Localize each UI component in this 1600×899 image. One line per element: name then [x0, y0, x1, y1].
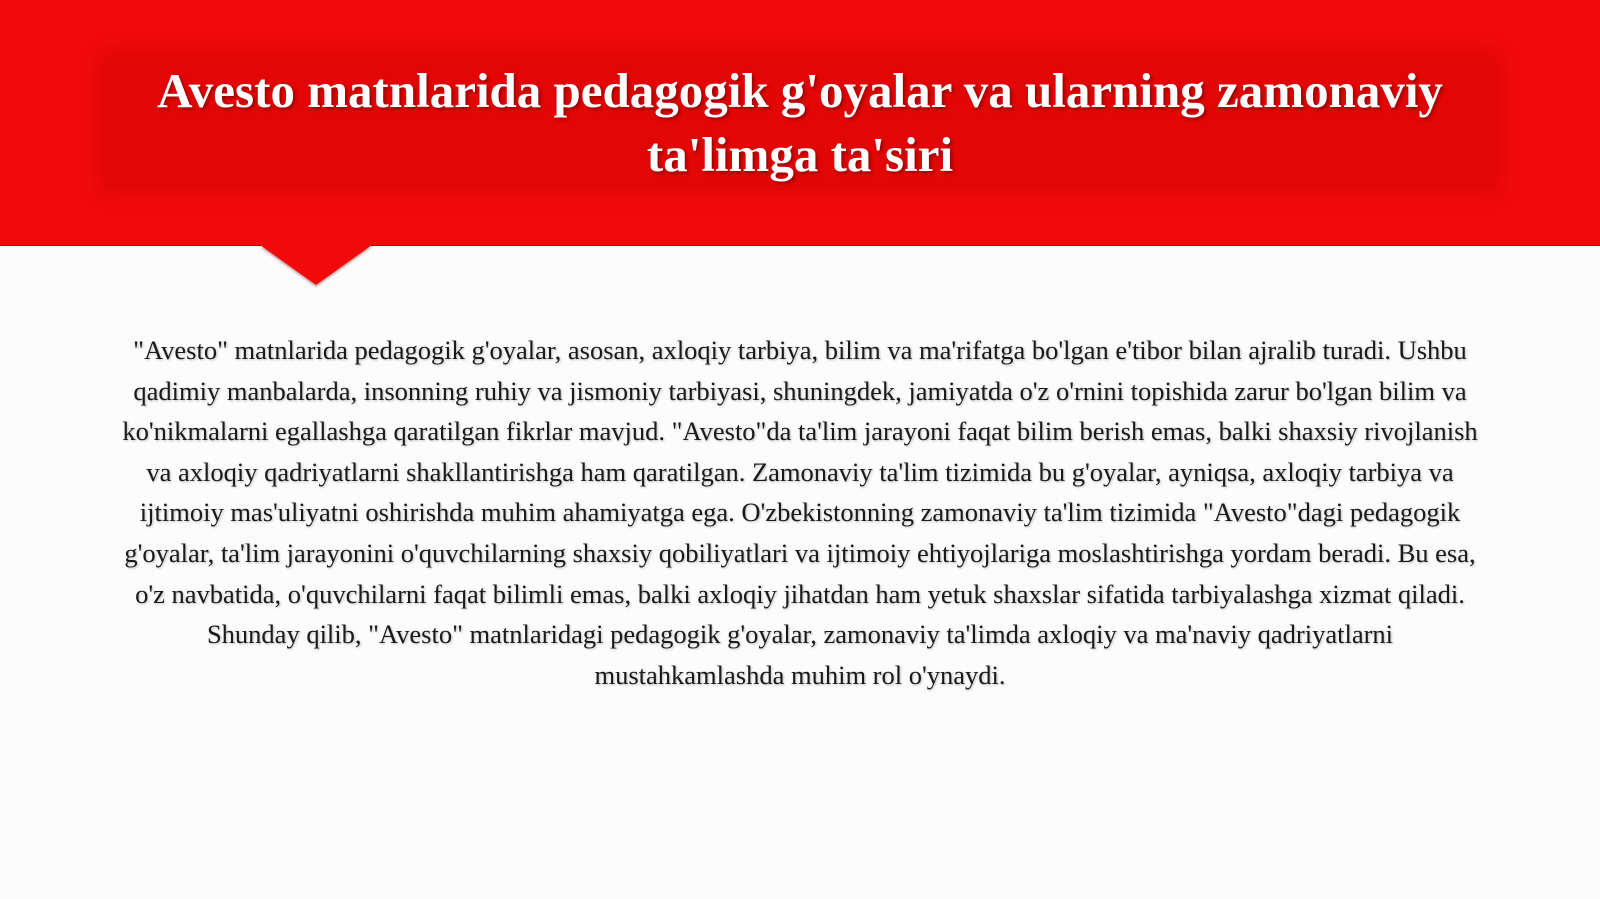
- title-banner: [0, 0, 1600, 246]
- title-box: [104, 56, 1496, 190]
- banner-pointer: [260, 245, 372, 285]
- slide-body-text: "Avesto" matnlarida pedagogik g'oyalar, asosan, axloqiy tarbiya, bilim va ma'rifatga bo'lgan e'tibor bilan ajralib turadi. Ushbu qadimiy manbalarda, insonning ruhiy va jismoniy tarbiyasi, shuningdek, jamiyatda o'z o'rnini topishida zarur bo'lgan bilim va ko'nikmalarni egallashga qaratilgan fikrlar mavjud. "Avesto"da ta'lim jarayoni faqat bilim berish emas, balki shaxsiy rivojlanish va axloqiy qadriyatlarni shakllantirishga ham qaratilgan. Zamonaviy ta'lim tizimida bu g'oyalar, ayniqsa, axloqiy tarbiya va ijtimoiy mas'uliyatni oshirishda muhim ahamiyatga ega. O'zbekistonning zamonaviy ta'lim tizimida "Avesto"dagi pedagogik g'oyalar, ta'lim jarayonini o'quvchilarning shaxsiy qobiliyatlari va ijtimoiy ehtiyojlariga moslashtirishga yordam beradi. Bu esa, o'z navbatida, o'quvchilarni faqat bilimli emas, balki axloqiy jihatdan ham yetuk shaxslar sifatida tarbiyalashga xizmat qiladi. Shunday qilib, "Avesto" matnlaridagi pedagogik g'oyalar, zamonaviy ta'limda axloqiy va ma'naviy qadriyatlarni mustahkamlashda muhim rol o'ynaydi.: [122, 335, 1478, 690]
- slide-title: Avesto matnlarida pedagogik g'oyalar va ularning zamonaviy ta'limga ta'siri: [157, 63, 1443, 182]
